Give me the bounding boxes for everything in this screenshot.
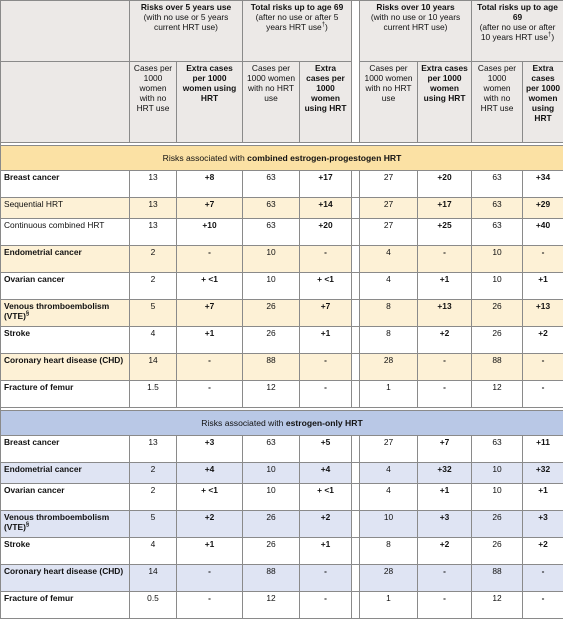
cases-cell: 2 [130,484,177,511]
row-label: Endometrial cancer [1,246,130,273]
extra-cases-cell: - [523,565,563,592]
extra-cases-cell: +1 [523,273,563,300]
extra-cases-cell: - [523,246,563,273]
cases-cell: 4 [360,463,418,484]
cases-cell: 63 [243,198,300,219]
extra-cases-cell: +1 [523,484,563,511]
extra-cases-cell: - [300,354,352,381]
cases-cell: 5 [130,511,177,538]
column-divider [352,198,360,219]
cases-cell: 26 [472,538,523,565]
extra-cases-cell: +40 [523,219,563,246]
extra-cases-cell: +3 [177,436,243,463]
extra-cases-cell: +17 [300,171,352,198]
cases-cell: 10 [243,484,300,511]
extra-cases-cell: - [523,354,563,381]
extra-cases-cell: - [418,381,472,408]
extra-cases-cell: +34 [523,171,563,198]
cases-cell: 5 [130,300,177,327]
extra-cases-cell: +20 [300,219,352,246]
cases-cell: 26 [243,300,300,327]
col-header-extra: Extra cases per 1000 women using HRT [523,62,563,143]
extra-cases-cell: +13 [418,300,472,327]
extra-cases-cell: + <1 [177,273,243,300]
row-label: Venous thromboembolism (VTE)§ [1,511,130,538]
section-header-combined [1,146,563,171]
extra-cases-cell: - [177,565,243,592]
column-divider [352,381,360,408]
extra-cases-cell: - [418,592,472,619]
extra-cases-cell: +32 [418,463,472,484]
col-header-cases: Cases per 1000 women with no HRT use [472,62,523,143]
cases-cell: 13 [130,171,177,198]
col-header-cases: Cases per 1000 women with no HRT use [243,62,300,143]
row-label: Breast cancer [1,436,130,463]
table-row [1,171,563,198]
cases-cell: 88 [243,354,300,381]
cases-cell: 26 [243,511,300,538]
cases-cell: 8 [360,327,418,354]
cases-cell: 26 [472,511,523,538]
header-group-5yr: Risks over 5 years use (with no use or 5 years current HRT use) [130,1,243,62]
column-divider [352,171,360,198]
cases-cell: 8 [360,538,418,565]
extra-cases-cell: + <1 [177,484,243,511]
extra-cases-cell: - [300,246,352,273]
cases-cell: 10 [472,273,523,300]
extra-cases-cell: - [300,565,352,592]
extra-cases-cell: +4 [177,463,243,484]
table-row [1,327,563,354]
cases-cell: 88 [472,354,523,381]
cases-cell: 1 [360,381,418,408]
extra-cases-cell: - [418,354,472,381]
cases-cell: 4 [360,273,418,300]
cases-cell: 8 [360,300,418,327]
cases-cell: 63 [243,171,300,198]
extra-cases-cell: +3 [523,511,563,538]
cases-cell: 10 [243,463,300,484]
row-label: Coronary heart disease (CHD) [1,354,130,381]
extra-cases-cell: +2 [300,511,352,538]
extra-cases-cell: - [523,381,563,408]
row-label: Fracture of femur [1,592,130,619]
cases-cell: 14 [130,354,177,381]
extra-cases-cell: - [523,592,563,619]
cases-cell: 10 [243,273,300,300]
extra-cases-cell: +3 [418,511,472,538]
row-label: Fracture of femur [1,381,130,408]
estrogen-only-rows [1,436,563,619]
cases-cell: 26 [472,327,523,354]
cases-cell: 26 [243,538,300,565]
extra-cases-cell: +2 [523,538,563,565]
extra-cases-cell: +13 [523,300,563,327]
cases-cell: 10 [472,484,523,511]
column-divider [352,273,360,300]
cases-cell: 63 [472,436,523,463]
table-row [1,538,563,565]
cases-cell: 10 [472,463,523,484]
extra-cases-cell: +8 [177,171,243,198]
extra-cases-cell: +32 [523,463,563,484]
cases-cell: 63 [472,171,523,198]
section-title: Risks associated with combined estrogen-progestogen HRT [1,146,563,171]
cases-cell: 10 [472,246,523,273]
extra-cases-cell: +11 [523,436,563,463]
table-row [1,484,563,511]
cases-cell: 14 [130,565,177,592]
header-group-total-5yr: Total risks up to age 69 (after no use or after 5 years HRT use†) [243,1,352,62]
extra-cases-cell: + <1 [300,484,352,511]
table-row [1,354,563,381]
row-label: Continuous combined HRT [1,219,130,246]
cases-cell: 28 [360,354,418,381]
row-label: Ovarian cancer [1,273,130,300]
cases-cell: 13 [130,436,177,463]
cases-cell: 63 [243,219,300,246]
section-title: Risks associated with estrogen-only HRT [1,411,563,436]
row-label: Sequential HRT [1,198,130,219]
cases-cell: 1 [360,592,418,619]
col-header-extra: Extra cases per 1000 women using HRT [418,62,472,143]
extra-cases-cell: - [300,592,352,619]
row-label: Venous thromboembolism (VTE)§ [1,300,130,327]
row-label: Ovarian cancer [1,484,130,511]
col-header-extra: Extra cases per 1000 women using HRT [177,62,243,143]
cases-cell: 12 [472,592,523,619]
extra-cases-cell: +2 [177,511,243,538]
extra-cases-cell: - [177,592,243,619]
table-row [1,300,563,327]
extra-cases-cell: +4 [300,463,352,484]
extra-cases-cell: - [418,246,472,273]
row-label: Endometrial cancer [1,463,130,484]
cases-cell: 10 [243,246,300,273]
column-divider [352,246,360,273]
table-row [1,565,563,592]
extra-cases-cell: - [418,565,472,592]
column-divider [352,436,360,463]
cases-cell: 88 [243,565,300,592]
cases-cell: 4 [130,538,177,565]
cases-cell: 12 [472,381,523,408]
cases-cell: 63 [472,198,523,219]
extra-cases-cell: +2 [523,327,563,354]
column-divider [352,463,360,484]
cases-cell: 28 [360,565,418,592]
header-group-10yr: Risks over 10 years (with no use or 10 years current HRT use) [360,1,472,62]
column-divider [352,592,360,619]
col-header-cases: Cases per 1000 women with no HRT use [360,62,418,143]
column-divider [352,565,360,592]
section-header-estrogen-only [1,411,563,436]
cases-cell: 63 [472,219,523,246]
table-row [1,511,563,538]
extra-cases-cell: +1 [177,327,243,354]
cases-cell: 13 [130,198,177,219]
extra-cases-cell: +5 [300,436,352,463]
cases-cell: 26 [243,327,300,354]
extra-cases-cell: +2 [418,327,472,354]
extra-cases-cell: +1 [300,538,352,565]
row-label: Stroke [1,538,130,565]
extra-cases-cell: +17 [418,198,472,219]
col-header-extra: Extra cases per 1000 women using HRT [300,62,352,143]
extra-cases-cell: +7 [418,436,472,463]
column-divider [352,538,360,565]
cases-cell: 12 [243,381,300,408]
column-divider [352,1,360,143]
column-header-row [1,62,563,143]
extra-cases-cell: - [177,354,243,381]
group-header-row [1,1,563,62]
combined-hrt-rows [1,171,563,408]
extra-cases-cell: - [177,246,243,273]
extra-cases-cell: +1 [418,484,472,511]
column-divider [352,219,360,246]
cases-cell: 13 [130,219,177,246]
row-label: Stroke [1,327,130,354]
table-row [1,436,563,463]
cases-cell: 2 [130,246,177,273]
row-label: Coronary heart disease (CHD) [1,565,130,592]
extra-cases-cell: +1 [177,538,243,565]
cases-cell: 27 [360,198,418,219]
cases-cell: 88 [472,565,523,592]
cases-cell: 0.5 [130,592,177,619]
extra-cases-cell: - [177,381,243,408]
table-row [1,246,563,273]
extra-cases-cell: +25 [418,219,472,246]
cases-cell: 2 [130,463,177,484]
cases-cell: 1.5 [130,381,177,408]
extra-cases-cell: +7 [300,300,352,327]
column-divider [352,300,360,327]
extra-cases-cell: - [300,381,352,408]
column-divider [352,354,360,381]
extra-cases-cell: +1 [418,273,472,300]
extra-cases-cell: +29 [523,198,563,219]
cases-cell: 10 [360,511,418,538]
table-row [1,463,563,484]
extra-cases-cell: +7 [177,300,243,327]
extra-cases-cell: +14 [300,198,352,219]
column-divider [352,327,360,354]
column-divider [352,484,360,511]
cases-cell: 63 [243,436,300,463]
cases-cell: 4 [130,327,177,354]
table-row [1,592,563,619]
cases-cell: 27 [360,171,418,198]
col-header-cases: Cases per 1000 women with no HRT use [130,62,177,143]
extra-cases-cell: +7 [177,198,243,219]
cases-cell: 27 [360,436,418,463]
table-row [1,381,563,408]
table-row [1,219,563,246]
cases-cell: 27 [360,219,418,246]
extra-cases-cell: +10 [177,219,243,246]
cases-cell: 26 [472,300,523,327]
cases-cell: 12 [243,592,300,619]
row-label: Breast cancer [1,171,130,198]
extra-cases-cell: +2 [418,538,472,565]
table-row [1,198,563,219]
extra-cases-cell: +1 [300,327,352,354]
cases-cell: 2 [130,273,177,300]
header-corner-cell [1,62,130,143]
table-row [1,273,563,300]
extra-cases-cell: + <1 [300,273,352,300]
column-divider [352,511,360,538]
cases-cell: 4 [360,246,418,273]
extra-cases-cell: +20 [418,171,472,198]
header-corner-cell [1,1,130,62]
cases-cell: 4 [360,484,418,511]
header-group-total-10yr: Total risks up to age 69 (after no use or after 10 years HRT use†) [472,1,563,62]
